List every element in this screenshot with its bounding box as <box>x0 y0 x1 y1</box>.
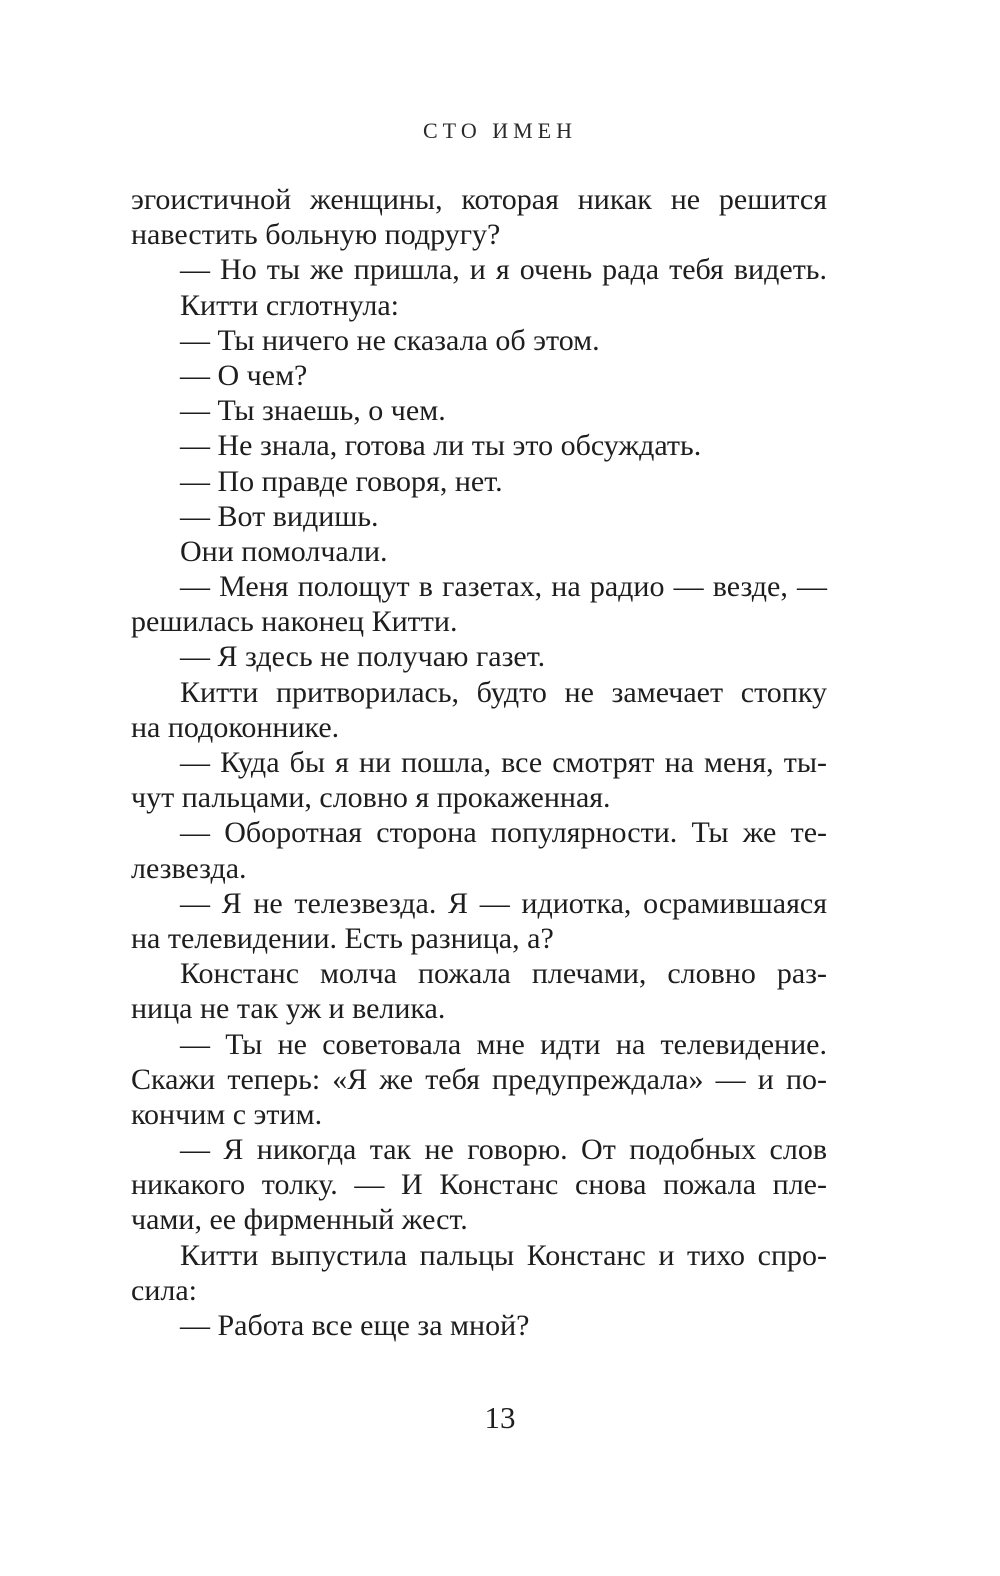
text-line: эгоистичной женщины, которая никак не решится <box>131 183 827 216</box>
text-line: — Меня полощут в газетах, на радио — везде, — <box>180 570 827 604</box>
text-line: — Вот видишь. <box>180 499 379 533</box>
text-line: навестить больную подругу? <box>131 218 501 252</box>
running-head: СТО ИМЕН <box>423 118 577 143</box>
text-line: Констанс молча пожала плечами, словно раз- <box>180 957 827 991</box>
text-line: кончим с этим. <box>131 1097 323 1131</box>
body-text <box>131 182 827 1343</box>
text-line: — Ты ничего не сказала об этом. <box>180 323 600 357</box>
text-line: — Оборотная сторона популярности. Ты же те- <box>180 816 827 850</box>
text-line: — Не знала, готова ли ты это обсуждать. <box>180 429 702 463</box>
text-line: сила: <box>131 1273 197 1307</box>
text-line: решилась наконец Китти. <box>131 605 458 639</box>
page-number: 13 <box>484 1400 516 1435</box>
text-line: — Ты не советовала мне идти на телевидение. <box>180 1027 827 1061</box>
text-line: — Я никогда так не говорю. От подобных слов <box>180 1133 827 1167</box>
text-line: — Я не телезвезда. Я — идиотка, осрамившаяся <box>180 886 827 920</box>
text-line: на подоконнике. <box>131 710 340 744</box>
text-line: ница не так уж и велика. <box>131 992 446 1026</box>
text-line: на телевидении. Есть разница, а? <box>131 921 554 955</box>
text-line: — Но ты же пришла, и я очень рада тебя видеть. <box>180 253 827 287</box>
text-line: Китти притворилась, будто не замечает стопку <box>180 675 827 709</box>
text-line: — По правде говоря, нет. <box>180 464 503 498</box>
text-line: — Куда бы я ни пошла, все смотрят на меня, ты- <box>180 746 827 779</box>
text-line: Китти выпустила пальцы Констанс и тихо спро- <box>180 1238 827 1272</box>
text-line: — О чем? <box>180 358 308 392</box>
text-line: — Работа все еще за мной? <box>180 1309 530 1342</box>
text-line: Китти сглотнула: <box>180 288 399 322</box>
text-line: чут пальцами, словно я прокаженная. <box>131 781 611 815</box>
text-line: — Ты знаешь, о чем. <box>180 394 446 428</box>
text-line: Они помолчали. <box>180 534 388 568</box>
text-line: — Я здесь не получаю газет. <box>180 640 546 674</box>
text-line: лезвезда. <box>131 851 247 885</box>
text-line: никакого толку. — И Констанс снова пожала пле- <box>131 1168 827 1202</box>
text-line: чами, ее фирменный жест. <box>131 1203 468 1237</box>
text-line: Скажи теперь: «Я же тебя предупреждала» — и по- <box>131 1062 827 1096</box>
